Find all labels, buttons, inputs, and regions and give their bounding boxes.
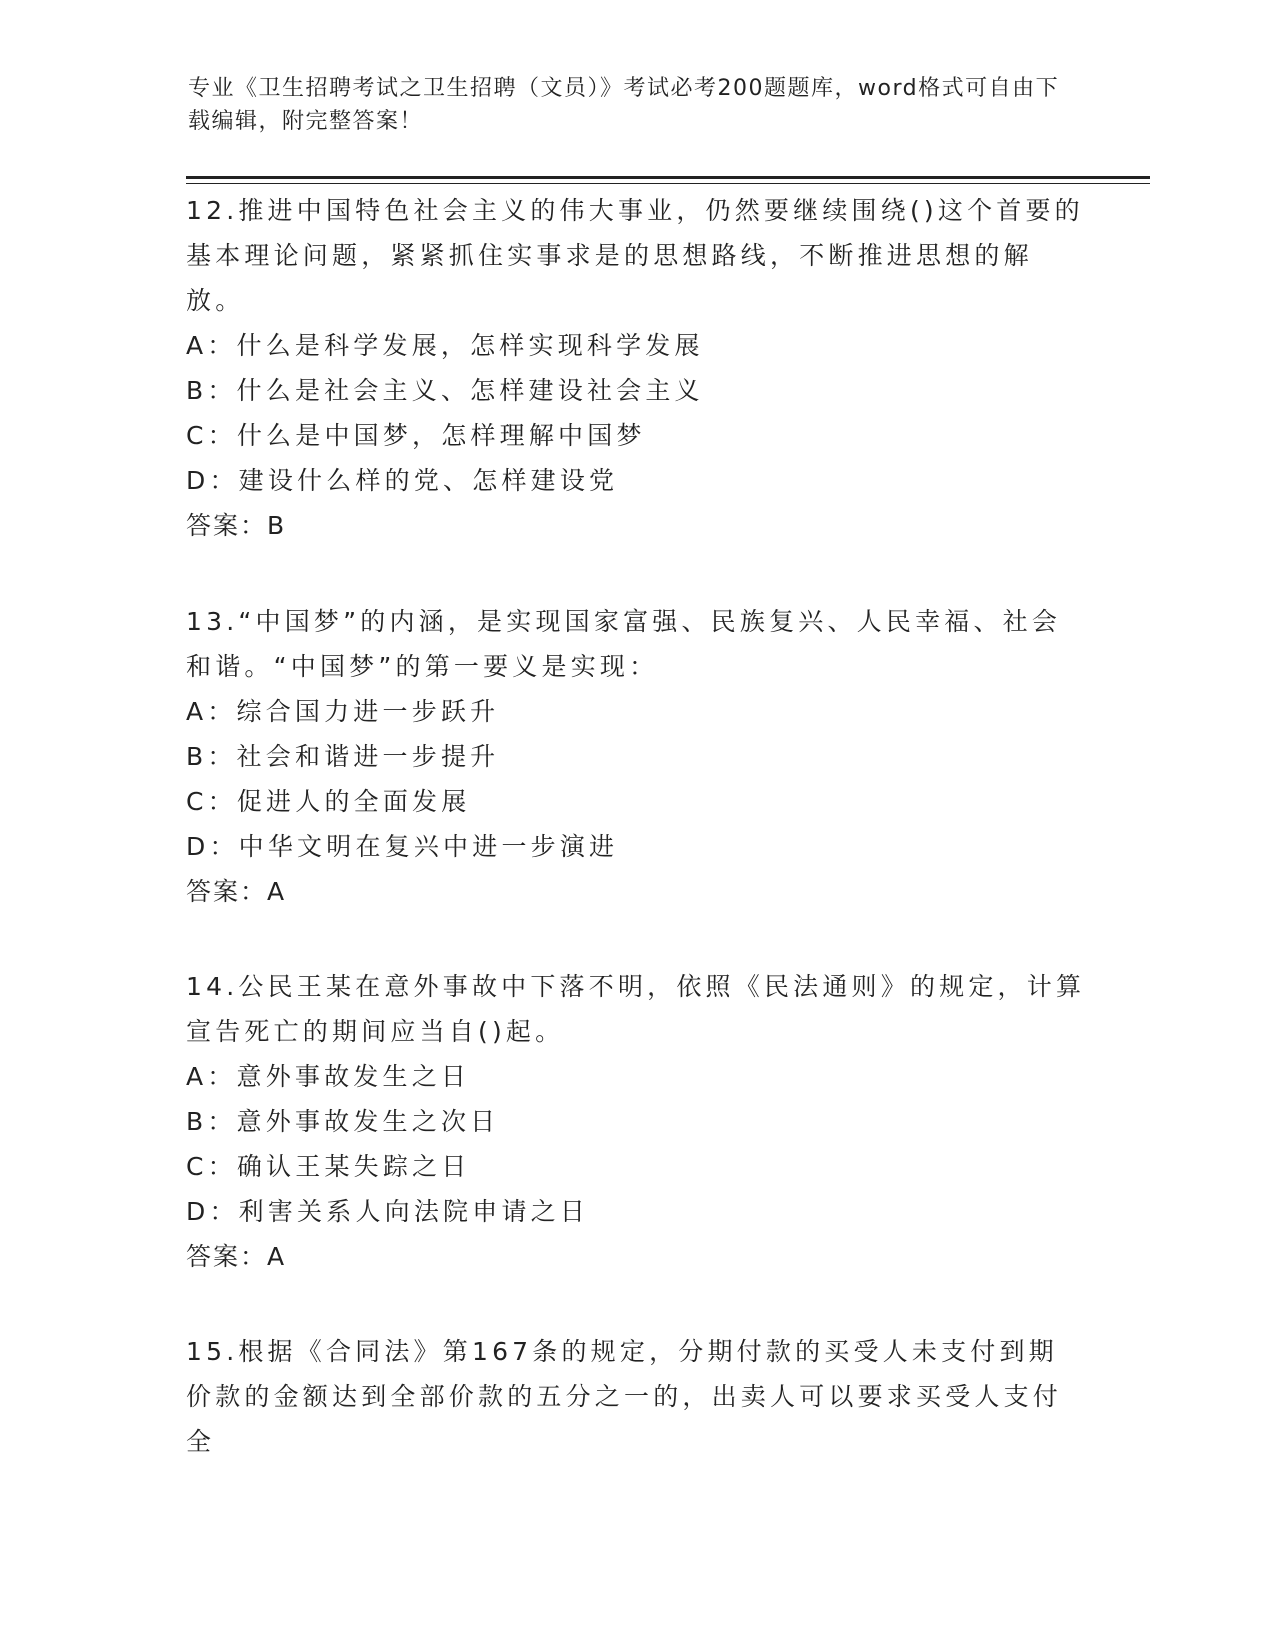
question-stem: 12.推进中国特色社会主义的伟大事业，仍然要继续围绕()这个首要的基本理论问题，紧紧抓住实事求是的思想路线，不断推进思想的解放。 (186, 196, 1084, 315)
question-14 (186, 964, 1086, 1279)
option-a: A：意外事故发生之日 (186, 1062, 471, 1091)
option-b: B：意外事故发生之次日 (186, 1107, 500, 1136)
header-divider-thin (186, 183, 1150, 184)
answer: 答案：B (186, 511, 287, 540)
header-divider-thick (186, 176, 1150, 179)
question-12 (186, 188, 1086, 548)
question-stem: 15.根据《合同法》第167条的规定，分期付款的买受人未支付到期价款的金额达到全部价款的五分之一的，出卖人可以要求买受人支付全 (186, 1337, 1063, 1456)
option-c: C：什么是中国梦，怎样理解中国梦 (186, 421, 646, 450)
question-15 (186, 1329, 1086, 1464)
question-stem: 13.“中国梦”的内涵，是实现国家富强、民族复兴、人民幸福、社会和谐。“中国梦”的第一要义是实现： (186, 607, 1062, 681)
option-b: B：社会和谐进一步提升 (186, 742, 500, 771)
option-a: A：综合国力进一步跃升 (186, 697, 500, 726)
option-b: B：什么是社会主义、怎样建设社会主义 (186, 376, 704, 405)
question-13 (186, 599, 1086, 914)
option-d: D：建设什么样的党、怎样建设党 (186, 466, 619, 495)
answer: 答案：A (186, 877, 287, 906)
option-c: C：确认王某失踪之日 (186, 1152, 471, 1181)
option-a: A：什么是科学发展，怎样实现科学发展 (186, 331, 704, 360)
answer: 答案：A (186, 1242, 287, 1271)
option-d: D：中华文明在复兴中进一步演进 (186, 832, 619, 861)
option-d: D：利害关系人向法院申请之日 (186, 1197, 590, 1226)
option-c: C：促进人的全面发展 (186, 787, 471, 816)
question-stem: 14.公民王某在意外事故中下落不明，依照《民法通则》的规定，计算宣告死亡的期间应当自()起。 (186, 972, 1086, 1046)
page-header: 专业《卫生招聘考试之卫生招聘（文员）》考试必考200题题库，word格式可自由下载编辑，附完整答案！ (188, 76, 1060, 134)
